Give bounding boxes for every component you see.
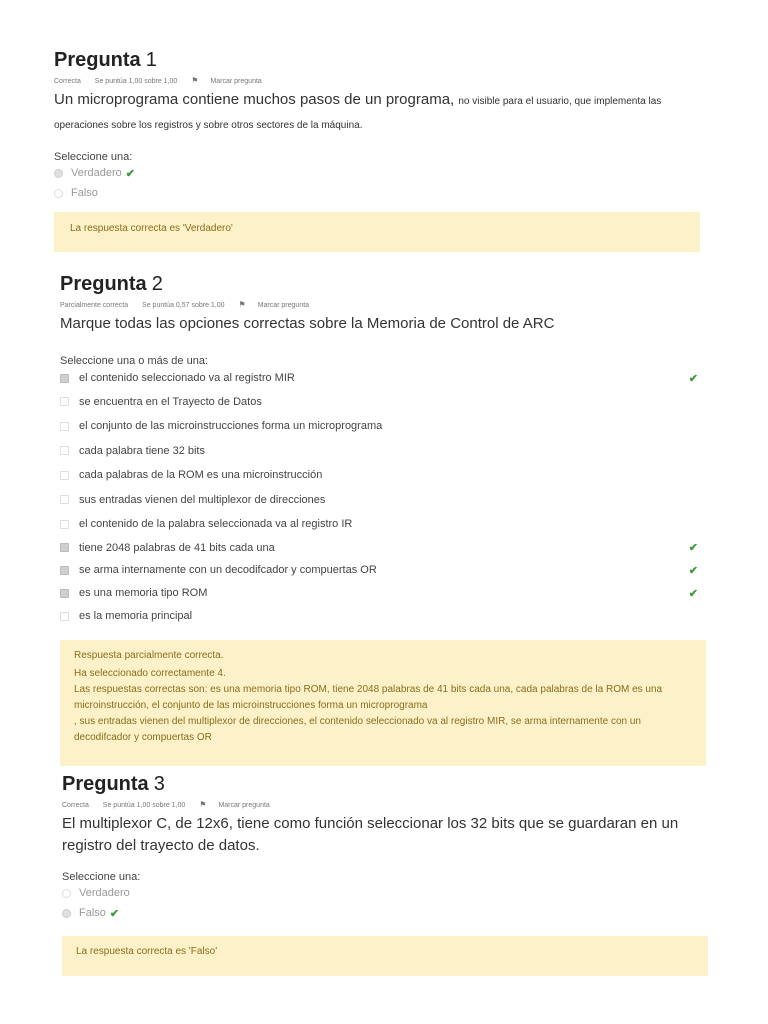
question-score: Se puntúa 1,00 sobre 1,00 xyxy=(94,78,178,85)
feedback-box: Respuesta parcialmente correcta. Ha seleccionado correctamente 4. Las respuestas correctas son: es una memoria tipo ROM, tiene 2048 palabras de 41 bits cada una, cada palabras de la ROM es una microinstrucción, el conjunto de las microinstrucciones forma un microprograma , sus entradas vienen del multiplexor de direcciones, el contenido seleccionado va al registro MIR, se arma internamente con un decodifcador y compuertas OR xyxy=(60,640,706,766)
radio-button[interactable] xyxy=(54,189,63,198)
checkbox[interactable] xyxy=(60,495,69,504)
question-text: Un microprograma contiene muchos pasos de un programa, no visible para el usuario, que implementa las operaciones sobre los registros y sobre otros sectores de la máquina. xyxy=(54,91,662,131)
answer-option[interactable]: cada palabras de la ROM es una microinstrucción xyxy=(60,463,708,487)
question-3 xyxy=(62,772,710,923)
checkbox[interactable] xyxy=(60,374,69,383)
flag-icon: ⚑ xyxy=(238,300,246,309)
answer-option[interactable]: el conjunto de las microinstrucciones forma un microprograma xyxy=(60,414,708,438)
question-score: Se puntúa 0,57 sobre 1,00 xyxy=(142,302,225,309)
checkbox[interactable] xyxy=(60,589,69,598)
question-state: Correcta xyxy=(62,802,89,809)
answer-prompt: Seleccione una: xyxy=(54,151,133,163)
flag-question-link[interactable]: ⚑ Marcar pregunta xyxy=(191,76,262,85)
check-icon: ✔ xyxy=(688,542,698,554)
answer-option[interactable]: el contenido seleccionado va al registro MIR ✔ xyxy=(60,367,708,389)
question-text: Marque todas las opciones correctas sobre la Memoria de Control de ARC xyxy=(60,315,555,332)
question-1 xyxy=(54,48,702,203)
radio-button[interactable] xyxy=(54,169,63,178)
feedback-box: La respuesta correcta es 'Falso' xyxy=(62,936,708,976)
question-info xyxy=(62,800,710,809)
question-title: Pregunta 2 xyxy=(60,273,163,295)
question-2 xyxy=(60,272,708,627)
checkbox[interactable] xyxy=(60,422,69,431)
answer-option[interactable]: cada palabra tiene 32 bits xyxy=(60,438,708,463)
question-title: Pregunta 1 xyxy=(54,49,157,71)
answer-option-falso[interactable]: Falso xyxy=(54,183,702,203)
answer-option-falso[interactable]: Falso ✔ xyxy=(62,903,710,923)
check-icon: ✔ xyxy=(109,907,120,920)
flag-icon: ⚑ xyxy=(191,76,199,85)
feedback-box: La respuesta correcta es 'Verdadero' xyxy=(54,212,700,252)
checkbox[interactable] xyxy=(60,543,69,552)
question-info xyxy=(60,300,708,309)
answer-prompt: Seleccione una: xyxy=(62,871,141,883)
flag-icon: ⚑ xyxy=(199,800,207,809)
check-icon: ✔ xyxy=(688,587,698,600)
radio-button[interactable] xyxy=(62,889,71,898)
checkbox[interactable] xyxy=(60,612,69,621)
question-title: Pregunta 3 xyxy=(62,773,165,795)
check-icon: ✔ xyxy=(688,372,698,385)
answer-option-verdadero[interactable]: Verdadero ✔ xyxy=(54,163,702,183)
radio-button[interactable] xyxy=(62,909,71,918)
answer-option[interactable]: es una memoria tipo ROM ✔ xyxy=(60,581,708,605)
check-icon: ✔ xyxy=(688,564,698,577)
checkbox[interactable] xyxy=(60,471,69,480)
flag-question-link[interactable]: ⚑ Marcar pregunta xyxy=(238,300,310,309)
check-icon: ✔ xyxy=(125,167,135,180)
answer-prompt: Seleccione una o más de una: xyxy=(60,355,208,367)
question-score: Se puntúa 1,00 sobre 1,00 xyxy=(102,802,186,809)
flag-question-link[interactable]: ⚑ Marcar pregunta xyxy=(199,800,270,809)
question-text: El multiplexor C, de 12x6, tiene como función seleccionar los 32 bits que se guardaran en un registro del trayecto de datos. xyxy=(62,815,679,854)
answer-option[interactable]: se arma internamente con un decodifcador y compuertas OR ✔ xyxy=(60,559,708,581)
checkbox[interactable] xyxy=(60,520,69,529)
answer-option[interactable]: se encuentra en el Trayecto de Datos xyxy=(60,389,708,414)
question-state: Parcialmente correcta xyxy=(60,302,129,309)
answer-option[interactable]: tiene 2048 palabras de 41 bits cada una ✔ xyxy=(60,536,708,559)
question-state: Correcta xyxy=(54,78,81,85)
checkbox[interactable] xyxy=(60,566,69,575)
checkbox[interactable] xyxy=(60,446,69,455)
question-info xyxy=(54,76,702,85)
answer-option-verdadero[interactable]: Verdadero xyxy=(62,883,710,903)
answer-option[interactable]: es la memoria principal xyxy=(60,605,708,627)
answer-option[interactable]: el contenido de la palabra seleccionada va al registro IR xyxy=(60,512,708,536)
checkbox[interactable] xyxy=(60,397,69,406)
answer-option[interactable]: sus entradas vienen del multiplexor de direcciones xyxy=(60,487,708,512)
